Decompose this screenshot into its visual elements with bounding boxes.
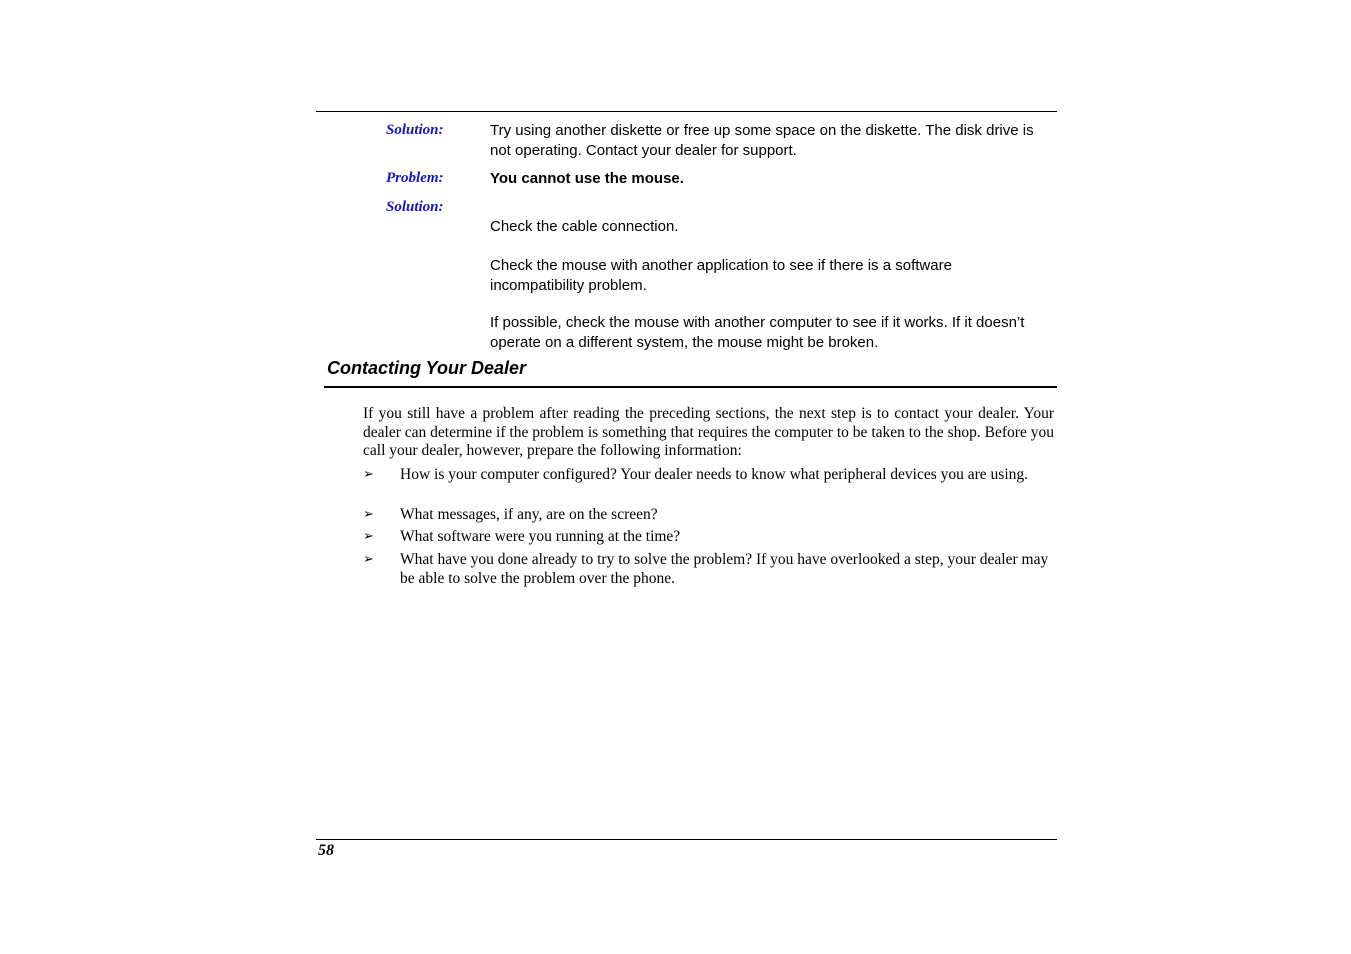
arrow-bullet-icon: ➢: [363, 467, 374, 482]
solution-label: Solution:: [386, 122, 444, 138]
solution-step: Check the mouse with another application to see if there is a software incompatibility problem.: [490, 257, 952, 294]
arrow-bullet-icon: ➢: [363, 507, 374, 522]
list-item: [363, 551, 1054, 588]
solution-label: Solution:: [386, 199, 444, 215]
list-item-text: How is your computer configured? Your dealer needs to know what peripheral devices you are using.: [400, 466, 1029, 483]
list-item: [363, 506, 1054, 525]
problem-text: You cannot use the mouse.: [490, 170, 684, 187]
list-item: [363, 528, 1054, 547]
list-item-text: What have you done already to try to solve the problem? If you have overlooked a step, your dealer may be able to solve the problem over the phone.: [400, 551, 1049, 587]
solution-step: If possible, check the mouse with another computer to see if it works. If it doesn’t operate on a different system, the mouse might be broken.: [490, 314, 1025, 351]
solution-step: Check the cable connection.: [490, 218, 679, 235]
arrow-bullet-icon: ➢: [363, 552, 374, 567]
arrow-bullet-icon: ➢: [363, 529, 374, 544]
heading-rule: [324, 386, 1057, 388]
list-item-text: What software were you running at the time?: [400, 528, 681, 545]
list-item: [363, 466, 1054, 485]
header-rule: [316, 111, 1057, 112]
page-number: 58: [318, 842, 334, 859]
list-item-text: What messages, if any, are on the screen?: [400, 506, 658, 523]
section-heading: Contacting Your Dealer: [327, 358, 527, 378]
intro-paragraph: If you still have a problem after reading the preceding sections, the next step is to contact your dealer. Your dealer can determine if the problem is something that requires the computer to be taken to the shop. Before you call your dealer, however, prepare the following information:: [363, 405, 1054, 459]
solution-text: Try using another diskette or free up some space on the diskette. The disk drive is not operating. Contact your dealer for support.: [490, 122, 1034, 159]
footer-rule: [316, 839, 1057, 840]
problem-label: Problem:: [386, 170, 444, 186]
